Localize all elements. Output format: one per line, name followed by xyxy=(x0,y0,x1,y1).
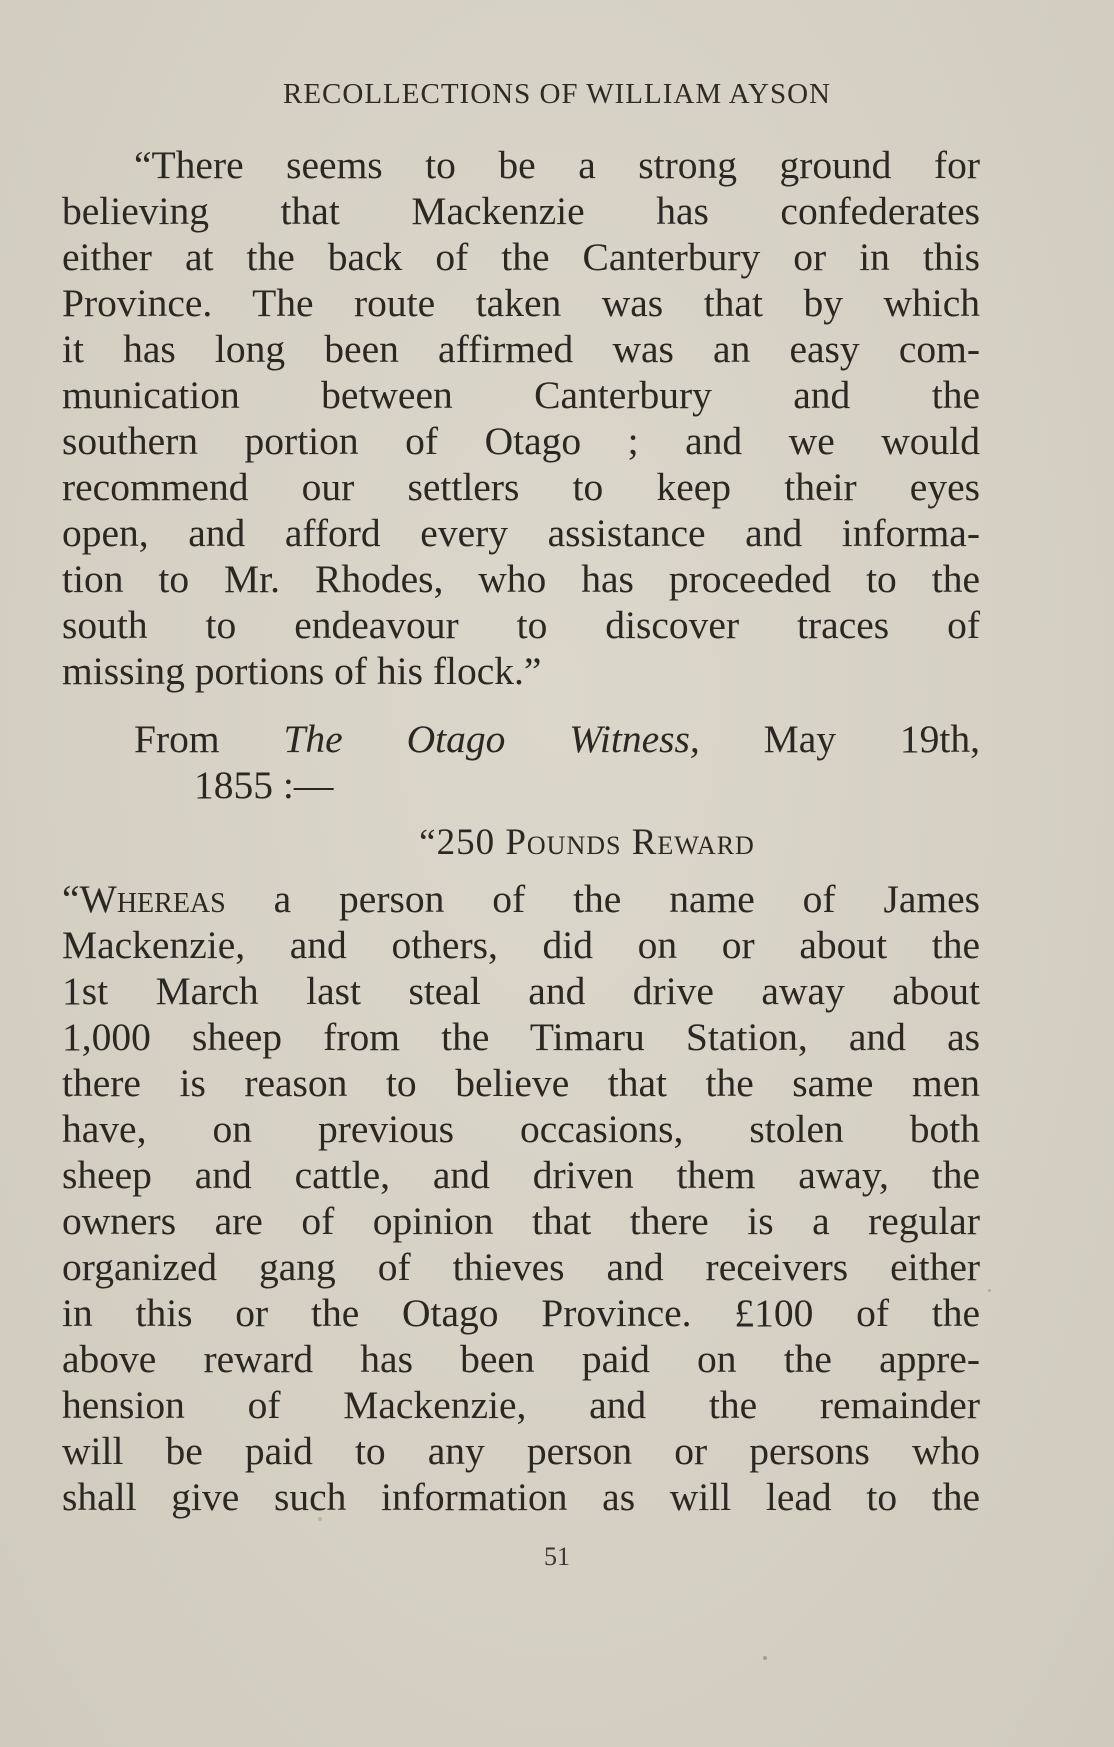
paragraph-line: believing that Mackenzie has confederates xyxy=(62,189,980,233)
notice-line: there is reason to believe that the same men xyxy=(62,1061,980,1105)
notice-line: 1,000 sheep from the Timaru Station, and as xyxy=(62,1015,980,1059)
paper-speck xyxy=(763,1656,767,1660)
notice-line: shall give such information as will lead to the xyxy=(62,1475,980,1519)
paper-speck xyxy=(318,1517,322,1521)
source-date: May 19th, xyxy=(763,717,980,761)
source-prefix: From xyxy=(134,717,220,761)
running-head: RECOLLECTIONS OF WILLIAM AYSON xyxy=(283,78,831,110)
paragraph-line: south to endeavour to discover traces of xyxy=(62,603,980,647)
notice-heading: “250 Pounds Reward xyxy=(419,822,755,863)
notice-line: in this or the Otago Province. £100 of the xyxy=(62,1291,980,1335)
paragraph-line: munication between Canterbury and the xyxy=(62,373,980,417)
notice-line: Mackenzie, and others, did on or about the xyxy=(62,923,980,967)
source-year: 1855 :— xyxy=(194,763,334,807)
source-citation xyxy=(134,716,980,762)
paragraph-line: “There seems to be a strong ground for xyxy=(134,143,980,187)
paragraph-line: open, and afford every assistance and informa- xyxy=(62,511,980,555)
paragraph-line: tion to Mr. Rhodes, who has proceeded to the xyxy=(62,557,980,601)
paragraph-line: recommend our settlers to keep their eyes xyxy=(62,465,980,509)
paragraph-line: Province. The route taken was that by which xyxy=(62,281,980,325)
paragraph-line: either at the back of the Canterbury or in this xyxy=(62,235,980,279)
notice-first-line xyxy=(62,876,980,922)
paper-speck xyxy=(988,1289,991,1292)
notice-line: 1st March last steal and drive away about xyxy=(62,969,980,1013)
notice-line: will be paid to any person or persons who xyxy=(62,1429,980,1473)
notice-line-text: a person of the name of James xyxy=(273,877,980,921)
page-number: 51 xyxy=(544,1542,570,1571)
notice-line: hension of Mackenzie, and the remainder xyxy=(62,1383,980,1427)
notice-line: above reward has been paid on the appre- xyxy=(62,1337,980,1381)
paragraph-line: southern portion of Otago ; and we would xyxy=(62,419,980,463)
notice-line: owners are of opinion that there is a regular xyxy=(62,1199,980,1243)
paragraph-line: missing portions of his flock.” xyxy=(62,649,542,693)
notice-line: organized gang of thieves and receivers either xyxy=(62,1245,980,1289)
notice-line: sheep and cattle, and driven them away, the xyxy=(62,1153,980,1197)
paragraph-line: it has long been affirmed was an easy com- xyxy=(62,327,980,371)
notice-first-word: “Whereas xyxy=(62,877,226,921)
source-publication: The Otago Witness, xyxy=(283,717,700,761)
notice-line: have, on previous occasions, stolen both xyxy=(62,1107,980,1151)
